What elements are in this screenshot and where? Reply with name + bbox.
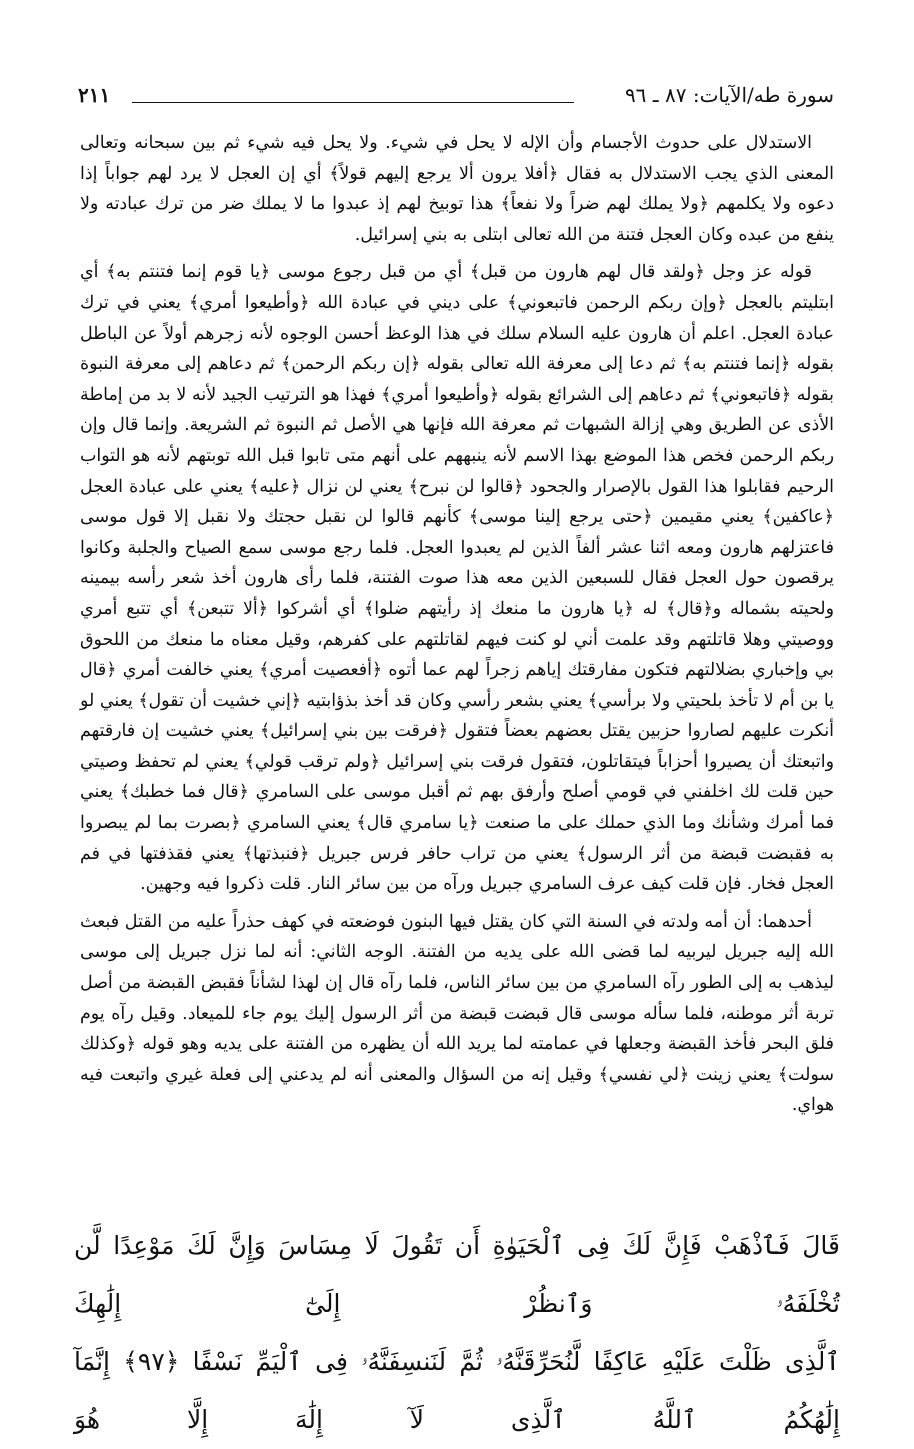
page-number: ٢١١ bbox=[78, 83, 111, 107]
quran-line-1: قَالَ فَٱذْهَبْ فَإِنَّ لَكَ فِى ٱلْحَيَوٰةِ أَن تَقُولَ لَا مِسَاسَ وَإِنَّ لَكَ مَوْعِدًا لَّن تُخْلَفَهُۥ وَٱنظُرْ إِلَىٰٓ إِلَٰهِكَ bbox=[74, 1231, 840, 1318]
paragraph-1: الاستدلال على حدوث الأجسام وأن الإله لا يحل في شيء. ولا يحل فيه شيء ثم بين سبحانه وتعالى المعنى الذي يجب الاستدلال به فقال ﴿أفلا يرون ألا يرجع إليهم قولاً﴾ أي إن العجل لا يرد لهم جواباً إذا دعوه ولا يكلمهم ﴿ولا يملك لهم ضراً ولا نفعاً﴾ هذا توبيخ لهم إذ عبدوا ما لا يملك ضر من ترك عبادته ولا ينفع من عبده وكان العجل فتنة من الله تعالى ابتلى به بني إسرائيل. bbox=[80, 133, 834, 245]
commentary-text bbox=[80, 128, 834, 1121]
header-rule bbox=[132, 102, 574, 103]
quran-line-2: ٱلَّذِى ظَلْتَ عَلَيْهِ عَاكِفًا لَّنُحَرِّقَنَّهُۥ ثُمَّ لَنَنسِفَنَّهُۥ فِى ٱلْيَمِّ نَسْفًا ﴿٩٧﴾ إِنَّمَآ إِلَٰهُكُمُ ٱللَّهُ ٱلَّذِى لَآ إِلَٰهَ إِلَّا هُوَ bbox=[74, 1347, 840, 1434]
paragraph-2: قوله عز وجل ﴿ولقد قال لهم هارون من قبل﴾ أي من قبل رجوع موسى ﴿يا قوم إنما فتنتم به﴾ أي ابتليتم بالعجل ﴿وإن ربكم الرحمن فاتبعوني﴾ على ديني في عبادة الله ﴿وأطيعوا أمري﴾ يعني في ترك عبادة العجل. اعلم أن هارون عليه السلام سلك في هذا الوعظ أحسن الوجوه لأنه زجرهم أولاً عن الباطل بقوله ﴿إنما فتنتم به﴾ ثم دعا إلى معرفة الله تعالى بقوله ﴿إن ربكم الرحمن﴾ ثم دعاهم إلى معرفة النبوة بقوله ﴿فاتبعوني﴾ ثم دعاهم إلى الشرائع بقوله ﴿وأطيعوا أمري﴾ فهذا هو الترتيب الجيد لأنه لا بد من إماطة الأذى عن الطريق وهي إزالة الشبهات ثم معرفة الله فإنها هي الأصل ثم النبوة ثم الشريعة. وإنما قال وإن ربكم الرحمن فخص هذا الموضع بهذا الاسم لأنه ينبههم على أنهم متى تابوا قبل الله توبتهم لأنه هو التواب الرحيم فقابلوا هذا القول بالإصرار والجحود ﴿قالوا لن نبرح﴾ يعني لن نزال ﴿عليه﴾ يعني على عبادة العجل ﴿عاكفين﴾ يعني مقيمين ﴿حتى يرجع إلينا موسى﴾ كأنهم قالوا لن نقبل حجتك ولا نقبل إلا قول موسى فاعتزلهم هارون ومعه اثنا عشر ألفاً الذين لم يعبدوا العجل. فلما رجع موسى سمع الصياح والجلبة وكانوا يرقصون حول العجل فقال للسبعين الذين معه هذا صوت الفتنة، فلما رأى هارون أخذ شعر رأسه بيمينه ولحيته بشماله و﴿قال﴾ له ﴿يا هارون ما منعك إذ رأيتهم ضلوا﴾ أي أشركوا ﴿ألا تتبعن﴾ أي تتبع أمري ووصيتي وهلا قاتلتهم وقد علمت أني لو كنت فيهم لقاتلتهم على كفرهم، وقيل معناه ما منعك من اللحوق بي وإخباري بضلالتهم فتكون مفارقتك إياهم زجراً لهم عما أتوه ﴿أفعصيت أمري﴾ يعني خالفت أمري ﴿قال يا بن أم لا تأخذ بلحيتي ولا برأسي﴾ يعني بشعر رأسي وكان قد أخذ بذؤابتيه ﴿إني خشيت أن تقول﴾ يعني لو أنكرت عليهم لصاروا حزبين يقتل بعضهم بعضاً فتقول ﴿فرقت بين بني إسرائيل﴾ يعني خشيت إن فارقتهم واتبعتك أن يصيروا أحزاباً فيتقاتلون، فتقول فرقت بني إسرائيل ﴿ولم ترقب قولي﴾ يعني لم تحفظ وصيتي حين قلت لك اخلفني في قومي أصلح وأرفق بهم ثم أقبل موسى على السامري ﴿قال فما خطبك﴾ يعني فما أمرك وشأنك وما الذي حملك على ما صنعت ﴿يا سامري قال﴾ يعني السامري ﴿بصرت بما لم يبصروا به فقبضت قبضة من أثر الرسول﴾ يعني من تراب حافر فرس جبريل ﴿فنبذتها﴾ يعني فقذفتها في فم العجل فخار. فإن قلت كيف عرف السامري جبريل ورآه من بين سائر النار. قلت ذكروا فيه وجهين. bbox=[80, 262, 834, 895]
paragraph-3: أحدهما: أن أمه ولدته في السنة التي كان يقتل فيها البنون فوضعته في كهف حذراً عليه من القتل فبعث الله إليه جبريل ليربيه لما قضى الله على يديه من الفتنة. الوجه الثاني: أنه لما نزل جبريل إلى موسى ليذهب به إلى الطور رآه السامري من بين سائر الناس، فلما رآه قال إن لهذا لشأناً فقبض القبضة من أصل تربة أثر موطنه، فلما سأله موسى قال قبضت قبضة من أثر الرسول إليك يوم جاء للميعاد. وقيل رآه يوم فلق البحر فأخذ القبضة وجعلها في عمامته لما يريد الله أن يظهره من الفتنة على يديه وهو قوله ﴿وكذلك سولت﴾ يعني زينت ﴿لي نفسي﴾ وقيل إنه من السؤال والمعنى أنه لم يدعني إلى فعلة غيري واتبعت فيه هواي. bbox=[80, 911, 834, 1116]
quran-verses bbox=[74, 1217, 840, 1449]
running-title: سورة طه/الآيات: ٨٧ ـ ٩٦ bbox=[624, 83, 834, 107]
page-header bbox=[78, 82, 834, 108]
